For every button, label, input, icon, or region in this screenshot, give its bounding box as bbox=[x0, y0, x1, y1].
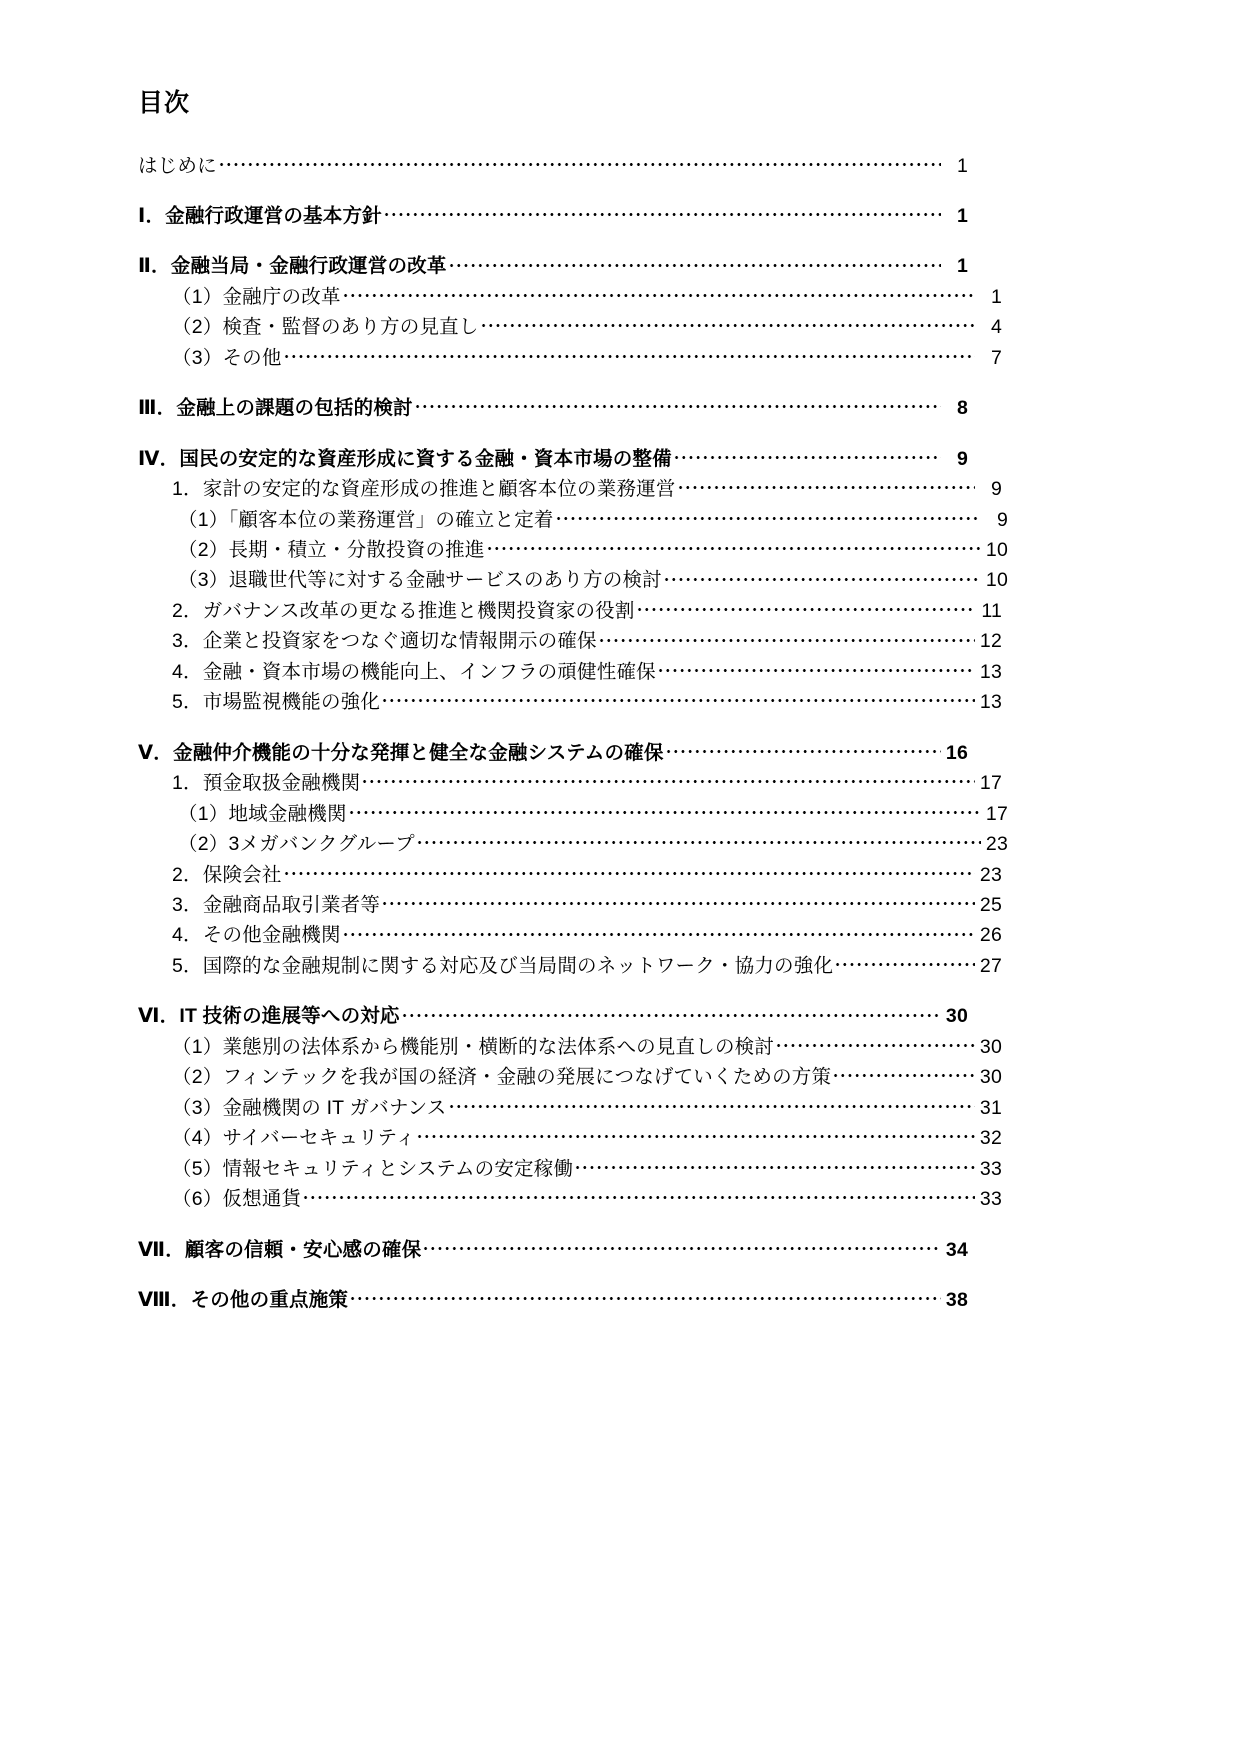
toc-entry-page-number: 9 bbox=[956, 447, 968, 470]
toc-entry-label: Ⅷ．その他の重点施策 bbox=[138, 1289, 349, 1311]
toc-entry-label: （6）仮想通貨 bbox=[172, 1188, 302, 1211]
toc-entry-label: （3）その他 bbox=[172, 346, 282, 369]
toc-leader-dots bbox=[302, 1186, 975, 1206]
toc-entry-label: （3）金融機関の IT ガバナンス bbox=[172, 1096, 447, 1119]
toc-entry-page-number: 13 bbox=[979, 660, 1002, 683]
toc-leader-dots bbox=[401, 1003, 941, 1023]
toc-entry[interactable] bbox=[138, 770, 1002, 796]
table-of-contents bbox=[138, 88, 1008, 1313]
toc-entry[interactable] bbox=[138, 567, 1008, 593]
toc-leader-dots bbox=[361, 770, 975, 790]
toc-entry-page-number: 10 bbox=[985, 569, 1008, 592]
toc-leader-dots bbox=[383, 202, 941, 222]
toc-entry-page-number: 31 bbox=[979, 1096, 1002, 1119]
toc-entry-label: Ⅳ．国民の安定的な資産形成に資する金融・資本市場の整備 bbox=[138, 447, 672, 470]
toc-entry-label: （1）「顧客本位の業務運営」の確立と定着 bbox=[178, 508, 554, 531]
toc-entry[interactable] bbox=[138, 152, 968, 178]
toc-leader-dots bbox=[673, 445, 941, 465]
toc-entry-page-number: 13 bbox=[979, 691, 1002, 714]
toc-leader-dots bbox=[555, 506, 981, 526]
toc-entry[interactable] bbox=[138, 1287, 968, 1313]
toc-leader-dots bbox=[665, 739, 941, 759]
toc-leader-dots bbox=[416, 831, 981, 851]
toc-entry[interactable] bbox=[138, 1003, 968, 1029]
toc-entry-label: 3．金融商品取引業者等 bbox=[172, 894, 381, 917]
toc-entry-label: （2）検査・監督のあり方の見直し bbox=[172, 316, 479, 339]
toc-entry-label: （5）情報セキュリティとシステムの安定稼働 bbox=[172, 1157, 574, 1180]
toc-entry-page-number: 30 bbox=[945, 1005, 968, 1028]
toc-entry[interactable] bbox=[138, 283, 1002, 309]
toc-entry[interactable] bbox=[138, 1186, 1002, 1212]
toc-entry-page-number: 17 bbox=[985, 802, 1008, 825]
toc-entry-label: （3）退職世代等に対する金融サービスのあり方の検討 bbox=[178, 569, 662, 592]
toc-entry[interactable] bbox=[138, 1125, 1002, 1151]
toc-entry-page-number: 27 bbox=[979, 954, 1002, 977]
toc-leader-dots bbox=[342, 922, 975, 942]
toc-entry[interactable] bbox=[138, 892, 1002, 918]
toc-entry-label: 4．その他金融機関 bbox=[172, 924, 341, 947]
toc-entry-page-number: 12 bbox=[979, 630, 1002, 653]
toc-entry-page-number: 1 bbox=[956, 204, 968, 227]
toc-leader-dots bbox=[348, 800, 981, 820]
toc-entry-page-number: 9 bbox=[990, 478, 1002, 501]
toc-leader-dots bbox=[775, 1033, 975, 1053]
toc-leader-dots bbox=[381, 689, 975, 709]
toc-entry-page-number: 7 bbox=[990, 346, 1002, 369]
toc-entry-label: Ⅶ．顧客の信頼・安心感の確保 bbox=[138, 1238, 422, 1261]
toc-entry[interactable] bbox=[138, 537, 1008, 563]
toc-entry[interactable] bbox=[138, 1236, 968, 1262]
toc-entry[interactable] bbox=[138, 739, 968, 765]
toc-entry-label: 1．預金取扱金融機関 bbox=[172, 772, 361, 795]
toc-entry-label: （2）3メガバンクグループ bbox=[178, 833, 415, 856]
toc-entry-page-number: 33 bbox=[979, 1188, 1002, 1211]
toc-leader-dots bbox=[218, 152, 941, 172]
toc-leader-dots bbox=[574, 1155, 975, 1175]
toc-entry-list bbox=[138, 152, 1008, 1313]
toc-entry-page-number: 8 bbox=[956, 397, 968, 420]
toc-entry-label: 1．家計の安定的な資産形成の推進と顧客本位の業務運営 bbox=[172, 478, 676, 501]
toc-entry-page-number: 23 bbox=[979, 863, 1002, 886]
toc-entry-label: 2．ガバナンス改革の更なる推進と機関投資家の役割 bbox=[172, 599, 635, 622]
toc-entry-page-number: 11 bbox=[981, 599, 1002, 622]
toc-entry-label: （1）業態別の法体系から機能別・横断的な法体系への見直しの検討 bbox=[172, 1035, 775, 1058]
toc-entry-page-number: 30 bbox=[979, 1035, 1002, 1058]
toc-entry[interactable] bbox=[138, 689, 1002, 715]
toc-entry[interactable] bbox=[138, 253, 968, 279]
toc-entry[interactable] bbox=[138, 1033, 1002, 1059]
toc-entry-label: Ⅵ．IT 技術の進展等への対応 bbox=[138, 1005, 400, 1028]
toc-leader-dots bbox=[283, 344, 975, 364]
toc-entry-label: 5．国際的な金融規制に関する対応及び当局間のネットワーク・協力の強化 bbox=[172, 954, 834, 977]
toc-entry-label: （2）長期・積立・分散投資の推進 bbox=[178, 539, 485, 562]
toc-entry-page-number: 4 bbox=[990, 316, 1002, 339]
toc-leader-dots bbox=[448, 1094, 976, 1114]
toc-entry-label: （4）サイバーセキュリティ bbox=[172, 1127, 416, 1150]
toc-entry-page-number: 26 bbox=[979, 924, 1002, 947]
toc-leader-dots bbox=[422, 1236, 941, 1256]
toc-entry[interactable] bbox=[138, 628, 1002, 654]
toc-entry[interactable] bbox=[138, 445, 968, 471]
toc-entry-page-number: 25 bbox=[979, 894, 1002, 917]
toc-entry[interactable] bbox=[138, 395, 968, 421]
toc-entry-page-number: 30 bbox=[979, 1066, 1002, 1089]
toc-entry-label: 4．金融・資本市場の機能向上、インフラの頑健性確保 bbox=[172, 660, 656, 683]
toc-entry-page-number: 10 bbox=[985, 539, 1008, 562]
toc-entry[interactable] bbox=[138, 476, 1002, 502]
toc-entry-label: 3．企業と投資家をつなぐ適切な情報開示の確保 bbox=[172, 630, 597, 653]
toc-entry-label: （2）フィンテックを我が国の経済・金融の発展につなげていくための方策 bbox=[172, 1066, 832, 1089]
toc-entry-page-number: 9 bbox=[996, 508, 1008, 531]
toc-leader-dots bbox=[381, 892, 975, 912]
toc-entry-page-number: 34 bbox=[945, 1238, 968, 1261]
toc-entry-label: 5．市場監視機能の強化 bbox=[172, 691, 381, 714]
toc-entry[interactable] bbox=[138, 861, 1002, 887]
toc-leader-dots bbox=[486, 537, 981, 557]
toc-entry[interactable] bbox=[138, 344, 1002, 370]
toc-entry-page-number: 23 bbox=[985, 833, 1008, 856]
toc-entry[interactable] bbox=[138, 831, 1008, 857]
toc-entry-page-number: 1 bbox=[956, 255, 968, 278]
toc-leader-dots bbox=[480, 314, 975, 334]
toc-entry[interactable] bbox=[138, 658, 1002, 684]
toc-entry[interactable] bbox=[138, 1064, 1002, 1090]
toc-entry-page-number: 1 bbox=[956, 154, 968, 177]
toc-leader-dots bbox=[448, 253, 941, 273]
toc-entry-label: Ⅱ．金融当局・金融行政運営の改革 bbox=[138, 255, 447, 278]
toc-entry-page-number: 33 bbox=[979, 1157, 1002, 1180]
toc-entry[interactable] bbox=[138, 1155, 1002, 1181]
toc-entry[interactable] bbox=[138, 1094, 1002, 1120]
toc-entry[interactable] bbox=[138, 506, 1008, 532]
toc-entry-page-number: 32 bbox=[979, 1127, 1002, 1150]
toc-entry[interactable] bbox=[138, 800, 1008, 826]
toc-leader-dots bbox=[677, 476, 975, 496]
toc-leader-dots bbox=[283, 861, 975, 881]
toc-leader-dots bbox=[349, 1287, 941, 1307]
toc-entry-page-number: 38 bbox=[945, 1289, 968, 1311]
toc-leader-dots bbox=[834, 952, 975, 972]
toc-entry-label: Ⅰ．金融行政運営の基本方針 bbox=[138, 204, 382, 227]
toc-leader-dots bbox=[598, 628, 975, 648]
toc-entry-page-number: 1 bbox=[990, 285, 1002, 308]
toc-entry-page-number: 17 bbox=[979, 772, 1002, 795]
toc-entry-label: Ⅴ．金融仲介機能の十分な発揮と健全な金融システムの確保 bbox=[138, 741, 664, 764]
toc-entry-label: 2．保険会社 bbox=[172, 863, 282, 886]
toc-entry-label: （1）金融庁の改革 bbox=[172, 285, 341, 308]
toc-entry-label: Ⅲ．金融上の課題の包括的検討 bbox=[138, 397, 413, 420]
toc-entry-label: はじめに bbox=[138, 154, 217, 177]
toc-leader-dots bbox=[416, 1125, 975, 1145]
toc-entry[interactable] bbox=[138, 597, 1002, 623]
toc-entry[interactable] bbox=[138, 202, 968, 228]
page-title: 目次 bbox=[138, 89, 191, 117]
toc-leader-dots bbox=[657, 658, 975, 678]
toc-entry-label: （1）地域金融機関 bbox=[178, 802, 347, 825]
toc-entry[interactable] bbox=[138, 922, 1002, 948]
toc-leader-dots bbox=[832, 1064, 975, 1084]
toc-leader-dots bbox=[342, 283, 975, 303]
toc-entry[interactable] bbox=[138, 314, 1002, 340]
toc-entry-page-number: 16 bbox=[945, 741, 968, 764]
toc-leader-dots bbox=[414, 395, 941, 415]
toc-leader-dots bbox=[636, 597, 975, 617]
toc-leader-dots bbox=[663, 567, 981, 587]
toc-entry[interactable] bbox=[138, 952, 1002, 978]
